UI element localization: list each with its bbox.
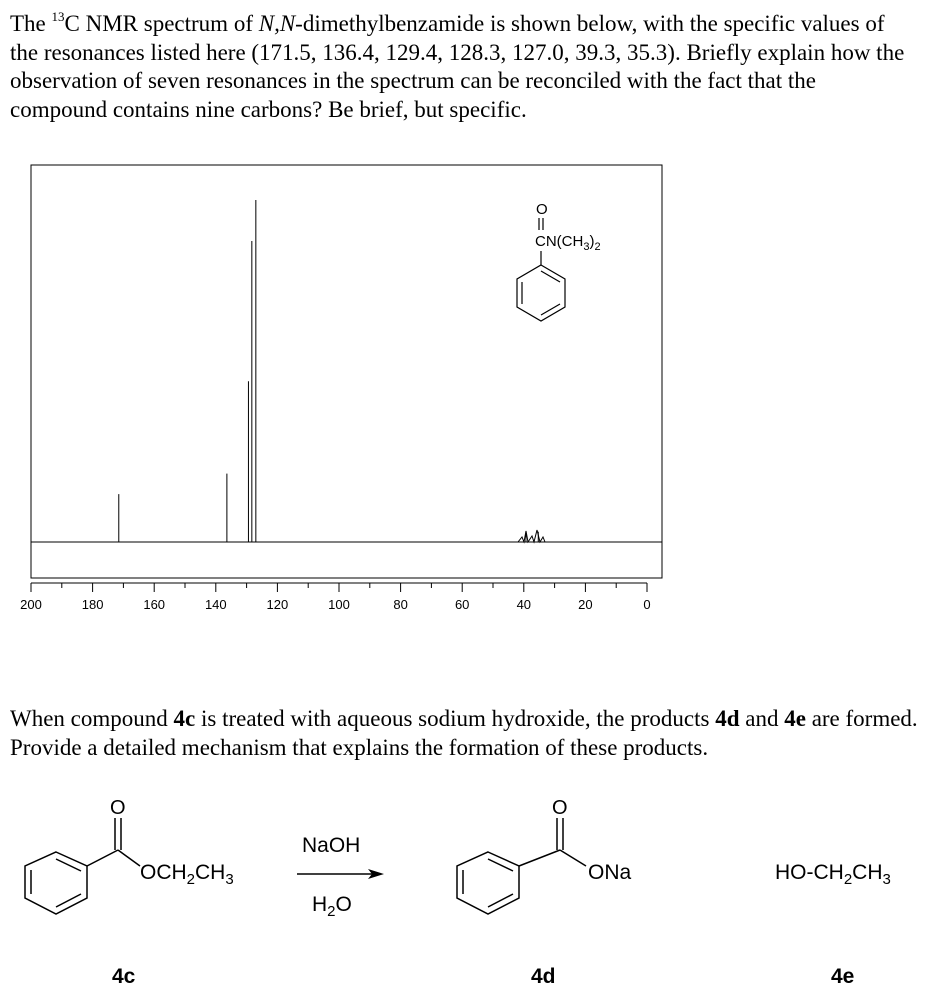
isotope-superscript: 13	[51, 9, 65, 24]
ring-inner-bond-2	[541, 304, 560, 315]
product-ring-to-carbonyl	[519, 850, 560, 866]
reactant-ring-inner-2	[56, 894, 81, 907]
reactant-benzene-ring	[25, 852, 87, 914]
x-tick-label-100: 100	[328, 597, 350, 612]
alcohol-4e-formula: $HO-CH_2CH_3$	[775, 861, 891, 888]
x-tick-label-140: 140	[204, 597, 227, 612]
x-tick-label-80: 80	[393, 597, 408, 612]
x-tick-label-40: 40	[516, 597, 532, 612]
x-tick-label-0: 0	[643, 597, 651, 612]
x-tick-label-180: 180	[81, 597, 104, 612]
axis-ticks-group	[20, 583, 650, 612]
benzene-ring	[517, 265, 565, 321]
reactant-carbonyl-o: O	[110, 797, 126, 819]
product-4d-structure	[457, 818, 586, 914]
reactant-carbonyl-to-o	[118, 850, 140, 866]
peaks-group	[119, 200, 538, 542]
ring-inner-bond-1	[541, 271, 560, 282]
reaction-arrow-head	[368, 869, 384, 879]
label-4d: 4d	[531, 965, 556, 988]
x-tick-label-60: 60	[454, 597, 470, 612]
product-carbonyl-to-o	[560, 850, 586, 866]
reactant-ring-to-carbonyl	[87, 850, 118, 866]
x-tick-label-120: 120	[266, 597, 289, 612]
x-tick-label-20: 20	[578, 597, 593, 612]
carbonyl-o-label: O	[536, 201, 548, 218]
x-tick-label-200: 200	[20, 597, 42, 612]
label-4c: 4c	[112, 965, 136, 988]
spectrum-frame	[31, 165, 662, 578]
x-tick-label-160: 160	[143, 597, 166, 612]
solvent-water: $H_2O$	[312, 893, 352, 920]
product-ring-inner-2	[488, 894, 513, 907]
question-1-text: The $^{13}$C NMR spectrum of N,N-dimethylbenzamide is shown below, with the specific values of the resonances listed here (171.5, 136.4, 129.4, 128.3, 127.0, 39.3, 35.3). Briefly explain how the observation of seven resonances in the spectrum can be reconciled with the fact that the compound contains nine carbons? Be brief, but specific.	[10, 9, 905, 122]
reactant-ester-group: $OCH_2CH_3$	[140, 861, 234, 888]
product-benzene-ring	[457, 852, 519, 914]
product-ring-inner-1	[488, 859, 513, 871]
reactant-4c-structure	[25, 818, 140, 914]
question-2-text: When compound 4c is treated with aqueous sodium hydroxide, the products 4d and 4e are formed. Provide a detailed mechanism that explains the formation of these products.	[10, 706, 918, 760]
product-carboxylate-group: ONa	[588, 861, 632, 884]
reactant-ring-inner-1	[56, 859, 81, 871]
methyl-multiplet	[518, 530, 545, 542]
reagent-naoh: NaOH	[302, 834, 361, 857]
label-4e: 4e	[831, 965, 855, 988]
product-carbonyl-o: O	[552, 797, 568, 819]
compound-italic: N,N	[258, 11, 296, 36]
amide-group-label: $CN(CH_3)_2$	[535, 233, 601, 253]
